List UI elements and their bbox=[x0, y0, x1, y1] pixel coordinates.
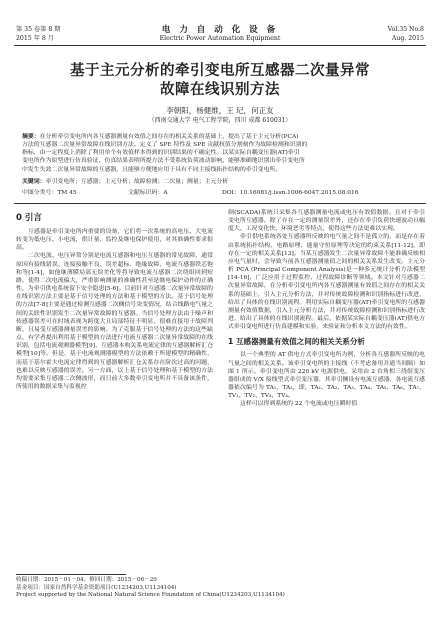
abstract bbox=[22, 133, 420, 174]
volume-en: Vol.35 No.8 bbox=[387, 26, 424, 33]
abstract-rule bbox=[14, 203, 426, 204]
section-0-heading: 0 引言 bbox=[16, 213, 42, 223]
abstract-line: 方法的互感器二次量异常故障在线识别方法。定义了 SPE 特性及 SPE 贡献权值分割刻作为故障检测和识别的 bbox=[22, 142, 308, 149]
paragraph: 以一个典型的 AT 供电方式牵引变电所为例，分析各互感器所反映的电气量之间的相关关系。该牵引变电所的主接线（不考虑备用并通当间隔）如图 1 所示。牵引变电所由 220 kV 电源供电，采用由 2 台角相三绕组变压器组成的 V/X 接线型式牵引变压器，其牵引侧设有电流互感器，各电流互感器依次编号为 TA₁、TA₂，即，TA₁、TA₂、TA₃、TA₄、TA₅、TA₆、TA₇、TV₁、TV₂、TV₃、TV₄。 bbox=[228, 352, 425, 400]
fund-en: Project supported by the National Natural Science Foundation of China(U1234203,U1134104) bbox=[16, 592, 285, 598]
abstract-line: 中发生失效二次量异常故障的互感器，且能够方便地应用于具有不同主接线拓扑结构的牵引变电所。 bbox=[22, 166, 282, 173]
volume-cn: 第 35 卷第 8 期 bbox=[16, 26, 61, 33]
keywords-label: 关键词： bbox=[22, 179, 46, 185]
authors: 李朝阳，杨健维，王 玘，何正友 bbox=[166, 106, 274, 115]
section-1-heading: 1 互感器测量有效值之间的相关关系分析 bbox=[228, 337, 366, 347]
fund-cn: 基金项目：国家自然科学基金资助项目(U1234203,U1134104) bbox=[16, 584, 177, 591]
footnote bbox=[16, 577, 285, 600]
keywords bbox=[22, 178, 420, 186]
document-code: 文献标识码：A bbox=[128, 190, 168, 196]
date-cn: 2015 年 8 月 bbox=[16, 35, 54, 42]
title-line-1: 基于主元分析的牵引变电所互感器二次量异常 bbox=[70, 63, 370, 79]
paragraph: 二次电流、电压异常分别是电流互感器和电压互感器的常见故障，通常原因有接线错误、连接接触不良、误差超标、绝缘故障、电流互感器铁芯饱和等[1-4]，如他继薄膜局部无误差化等将导致电流互感器二次绕组回到短路，使得二次电流偏大，严重影响测量的准确性甚至是继电保护动作的正确性，为牵引供电系统留下安全隐患[5-6]。目前针对互感器二次量异常故障的在线识别方法主要是基于信号处理的方法和基于模型的方法。基于信号处理的方法[7-8]主要是通过检测互感器二次侧信号突变情况，结合线路电气量之间的关联性识别发生二次量异常故障的互感器。当信号处理方法由于噪声和传感器误差可在时域表现为跨度大且局部特征不明显，很难直接用于故障判断，且易受互感器测量误差的影响。为了克服基于信号处理的方法的这些缺点，有学者提出利用基于模型的方法进行电流互感器二次量异常故障的在线识别，包括电流观测器模型[9]、互感器本构关系电流定律的互感器解析汇仓模型[10]等。但是，基于电流观测器模型的方法依赖于所建模型的精确性，而基于基尔霍夫电流定律得到的互感器解析汇仓关系存在阶次过高的问题，也难以反映互感器的误差。另一方面，以上基于信号处理和基于模型的方法均需要采集互感器二次侧波形，而日前大多数牵引变电所并不具备该条件，所使用的数据采集与监视控 bbox=[16, 253, 213, 390]
keywords-text: 牵引变电所；互感器；主元分析；故障检测；二次量；测量；主元分析 bbox=[45, 179, 229, 185]
title-line-2: 故障在线识别方法 bbox=[160, 82, 280, 98]
doi: DOI：10.16081/j.issn.1006-6047.2015.08.016 bbox=[222, 190, 359, 196]
paragraph: 互感器是牵引变电所内重要的设备，它们将一次系统的高电压、大电流转变为低电压、小电流，供计量、监控及继电保护使用，对其准确性要求很高。 bbox=[16, 229, 213, 252]
footnote-rule bbox=[16, 574, 126, 575]
paragraph: 制(SCADA)系统只采集各互感器测量电流或电压有效值数据。且对于牵引变电所互感器，除了存在一定的测量误差外，还存在牵引负荷快速波动且幅度大、工况变化快、环境恶劣等特点，使得这些方法更难以实现。 bbox=[228, 210, 425, 233]
paragraph: 这样可以得到系统的 22 个电流或电压瞬时值 bbox=[240, 401, 358, 408]
date-en: Aug. 2015 bbox=[391, 35, 424, 42]
abstract-label: 摘要： bbox=[22, 134, 40, 140]
header-rule bbox=[14, 45, 426, 46]
abstract-line: 变电所作为原型进行仿真验证，仿真结果表明所提方法不受系统负荷波动影响，能够准确地识别出牵引变电所 bbox=[22, 158, 305, 165]
right-column bbox=[228, 209, 425, 408]
journal-name-en: Electric Power Automation Equipment bbox=[159, 35, 281, 42]
abstract-line: 在分析牵引变电所内各互感器测量有效值之间存在的相关关系的基础上，提出了基于主元分析(PCA) bbox=[39, 134, 299, 140]
paragraph: 牵引供电系统各处互感器所反映的电气量之间不是孤立的，而是存在着由系统拓扑结构、电路原理、能量守恒原理等决定的约束关系[11-12]，即存在一定的相关关系[13]。当某互感器发生二次量异常故障不能准确反映相应电气量时，会导致当前各互感器测量值之间的相关关系发生改变。主元分析 PCA (Principal Component Analysis)是一种多元统计分析方法模型[14-16]，广泛应用于过程监控、过程故障诊断等领域。本文针对互感器二次量异常故障，在分析牵引变电所内各互感器测量有效值之间存在的相关关系的基础上，引入主元分析方法，并对传统故障检测和识别指标进行改进，给出了具体的在线识别流程。利用实际自耦变压器(AT)牵引变电所的互感器测量有效值数据，引入主元分析方法，并对传统故障检测和识别指标进行改进，给出了具体的在线识别流程。最后，依据某实际自耦变压器(AT)供电方式牵引变电所进行仿真建模和实验，来验证和分析本文方法的有效性。 bbox=[228, 234, 425, 331]
received-date: 收稿日期：2015－01－04；修回日期：2015－06－20 bbox=[16, 577, 157, 583]
abstract-line: 指标，由一定程度上消除了利用单个有效值样本得到的识别结果的不确定性。以某实际自耦变压器(AT)牵引 bbox=[22, 150, 300, 157]
left-column bbox=[16, 209, 213, 391]
affiliation: （西南交通大学 电气工程学院，四川 成都 610031） bbox=[148, 117, 292, 124]
journal-name-cn: 电 力 自 动 化 设 备 bbox=[161, 25, 279, 35]
clc-number: 中图分类号：TM 45 bbox=[22, 190, 77, 196]
